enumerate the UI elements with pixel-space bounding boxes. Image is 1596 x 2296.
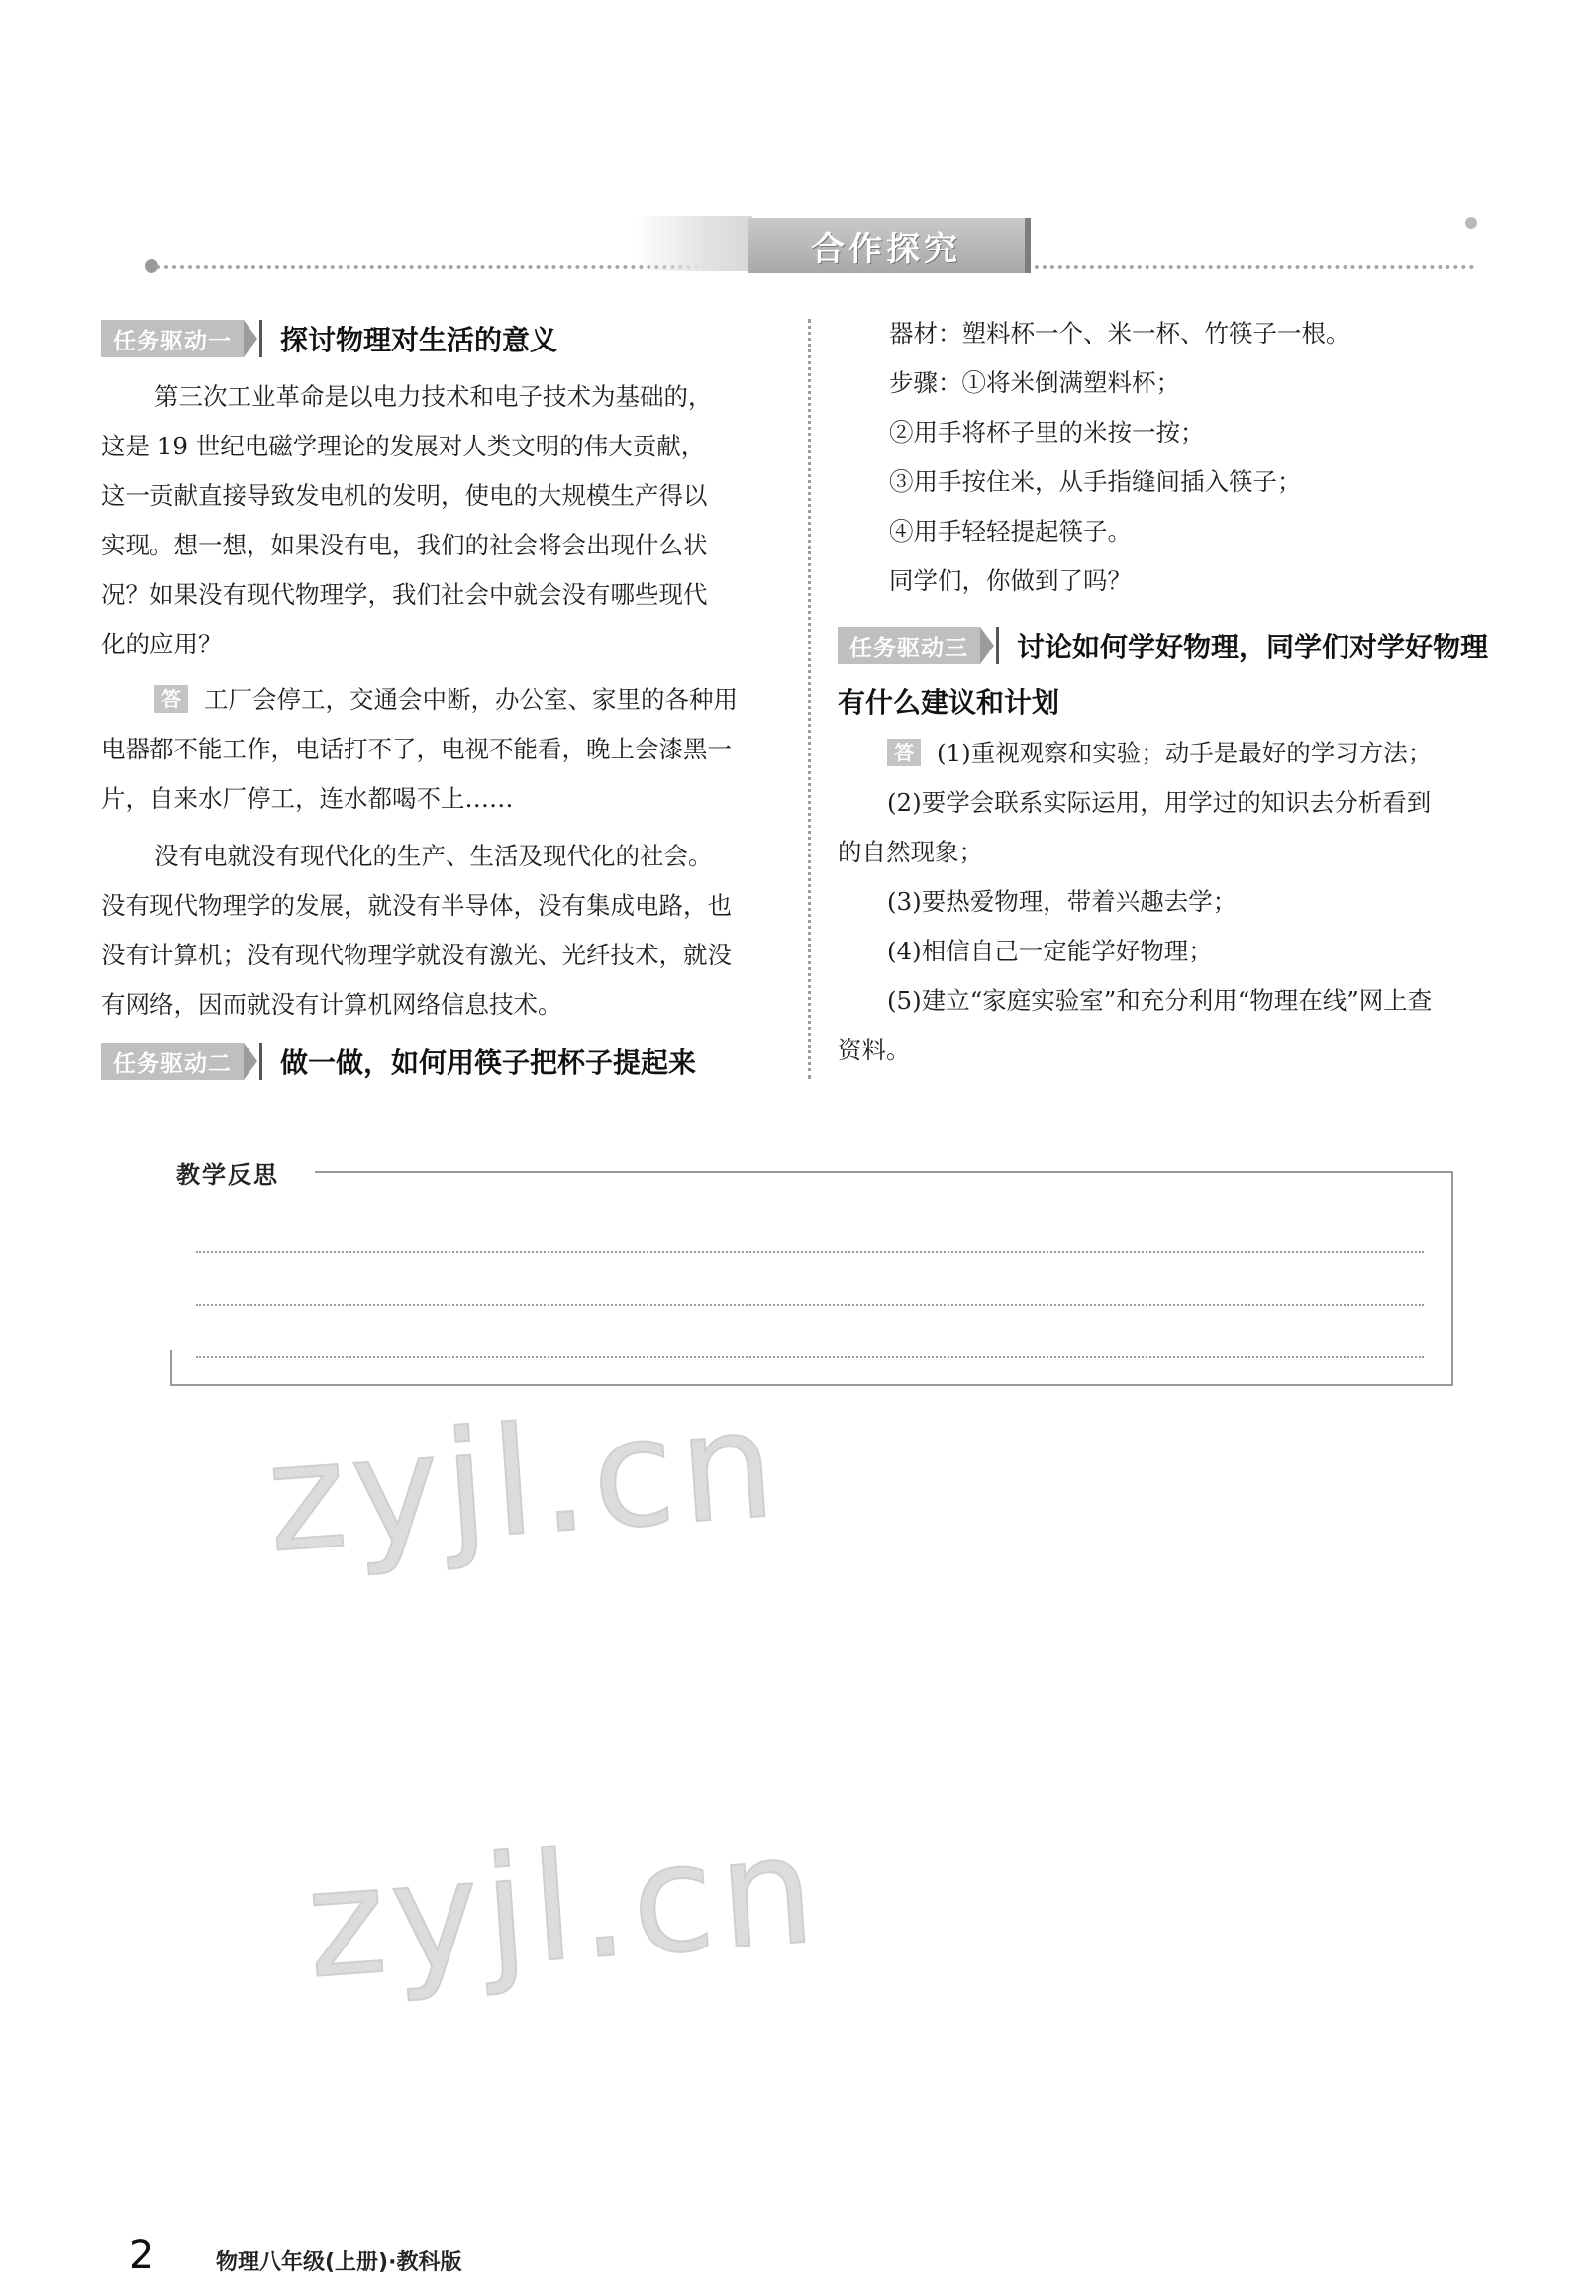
- reflection-writing-line[interactable]: [196, 1251, 1424, 1253]
- reflection-border-right: [1451, 1171, 1453, 1384]
- steps-line: 步骤：①将米倒满塑料杯；: [889, 368, 1180, 397]
- task-tag: 任务驱动三: [838, 627, 980, 664]
- text-line: 况？如果没有现代物理学，我们社会中就会没有哪些现代: [101, 580, 708, 609]
- answer-paragraph-1: [101, 675, 784, 824]
- book-title: 物理八年级(上册)·教科版: [216, 2250, 462, 2275]
- reflection-label: 教学反思: [176, 1161, 279, 1189]
- answer-badge: 答: [887, 739, 921, 766]
- task-separator: [259, 1043, 262, 1080]
- task-heading-1: [101, 317, 557, 360]
- text-line: (2)要学会联系实际运用，用学过的知识去分析看到: [887, 788, 1432, 817]
- intro-paragraph: [101, 372, 784, 669]
- text-line: 这一贡献直接导致发电机的发明，使电的大规模生产得以: [101, 481, 708, 510]
- answer-list: [838, 729, 1531, 1075]
- text-line: [101, 675, 784, 725]
- reflection-border-left: [170, 1350, 172, 1384]
- answer-badge: 答: [154, 685, 188, 713]
- step-item: ②用手将杯子里的米按一按；: [889, 418, 1205, 447]
- answer-text: 工厂会停工，交通会中断，办公室、家里的各种用: [204, 685, 738, 714]
- banner-dot-left: [145, 259, 158, 273]
- watermark: zyjl.cn: [301, 1804, 826, 2012]
- text-line: 化的应用？: [101, 630, 223, 658]
- step-item: ③用手按住米，从手指缝间插入筷子；: [889, 467, 1302, 496]
- text-line: 实现。想一想，如果没有电，我们的社会将会出现什么状: [101, 531, 708, 559]
- text-line: 没有计算机；没有现代物理学就没有激光、光纤技术，就没: [101, 941, 732, 969]
- reflection-border-bottom: [170, 1384, 1453, 1386]
- column-divider: [808, 319, 811, 1079]
- answer-paragraph-2: [101, 832, 784, 1030]
- text-line: (5)建立“家庭实验室”和充分利用“物理在线”网上查: [887, 986, 1433, 1015]
- reflection-writing-line[interactable]: [196, 1304, 1424, 1306]
- page-number: 2: [129, 2233, 154, 2278]
- text-line: 第三次工业革命是以电力技术和电子技术为基础的，: [154, 382, 713, 411]
- text-line: 没有电就没有现代化的生产、生活及现代化的社会。: [154, 842, 713, 870]
- task-heading-2: [101, 1040, 696, 1083]
- text-line: 的自然现象；: [838, 838, 983, 866]
- text-line: (3)要热爱物理，带着兴趣去学；: [887, 887, 1238, 916]
- task-tag: 任务驱动二: [101, 1043, 244, 1080]
- task-title: 做一做，如何用筷子把杯子提起来: [280, 1047, 697, 1079]
- step-item: ④用手轻轻提起筷子。: [889, 517, 1132, 546]
- text-line: 没有现代物理学的发展，就没有半导体，没有集成电路，也: [101, 891, 732, 920]
- task-separator: [996, 627, 999, 664]
- banner-fade: [634, 216, 752, 271]
- banner-dot-right: [1465, 217, 1477, 229]
- text-line: 这是 19 世纪电磁学理论的发展对人类文明的伟大贡献，: [101, 432, 706, 460]
- task-title-continued: 有什么建议和计划: [838, 686, 1060, 719]
- text-line: 电器都不能工作，电话打不了，电视不能看，晚上会漆黑一: [101, 735, 732, 763]
- text-line: 资料。: [838, 1036, 911, 1064]
- question-line: 同学们，你做到了吗？: [889, 566, 1132, 595]
- task-heading-3: [838, 624, 1488, 667]
- watermark: zyjl.cn: [261, 1378, 786, 1586]
- reflection-border-top: [315, 1171, 1453, 1173]
- task-title: 探讨物理对生活的意义: [280, 324, 558, 356]
- text-line: 片，自来水厂停工，连水都喝不上……: [101, 784, 514, 813]
- section-title: 合作探究: [748, 218, 1031, 273]
- text-line: (4)相信自己一定能学好物理；: [887, 937, 1213, 965]
- experiment-block: [889, 309, 1523, 606]
- reflection-writing-line[interactable]: [196, 1356, 1424, 1358]
- materials-line: 器材：塑料杯一个、米一杯、竹筷子一根。: [889, 319, 1350, 348]
- answer-text: (1)重视观察和实验；动手是最好的学习方法；: [937, 739, 1433, 767]
- text-line: [838, 729, 1531, 778]
- task-separator: [259, 320, 262, 357]
- task-title: 讨论如何学好物理，同学们对学好物理: [1017, 631, 1489, 663]
- text-line: 有网络，因而就没有计算机网络信息技术。: [101, 990, 562, 1019]
- task-tag: 任务驱动一: [101, 320, 244, 357]
